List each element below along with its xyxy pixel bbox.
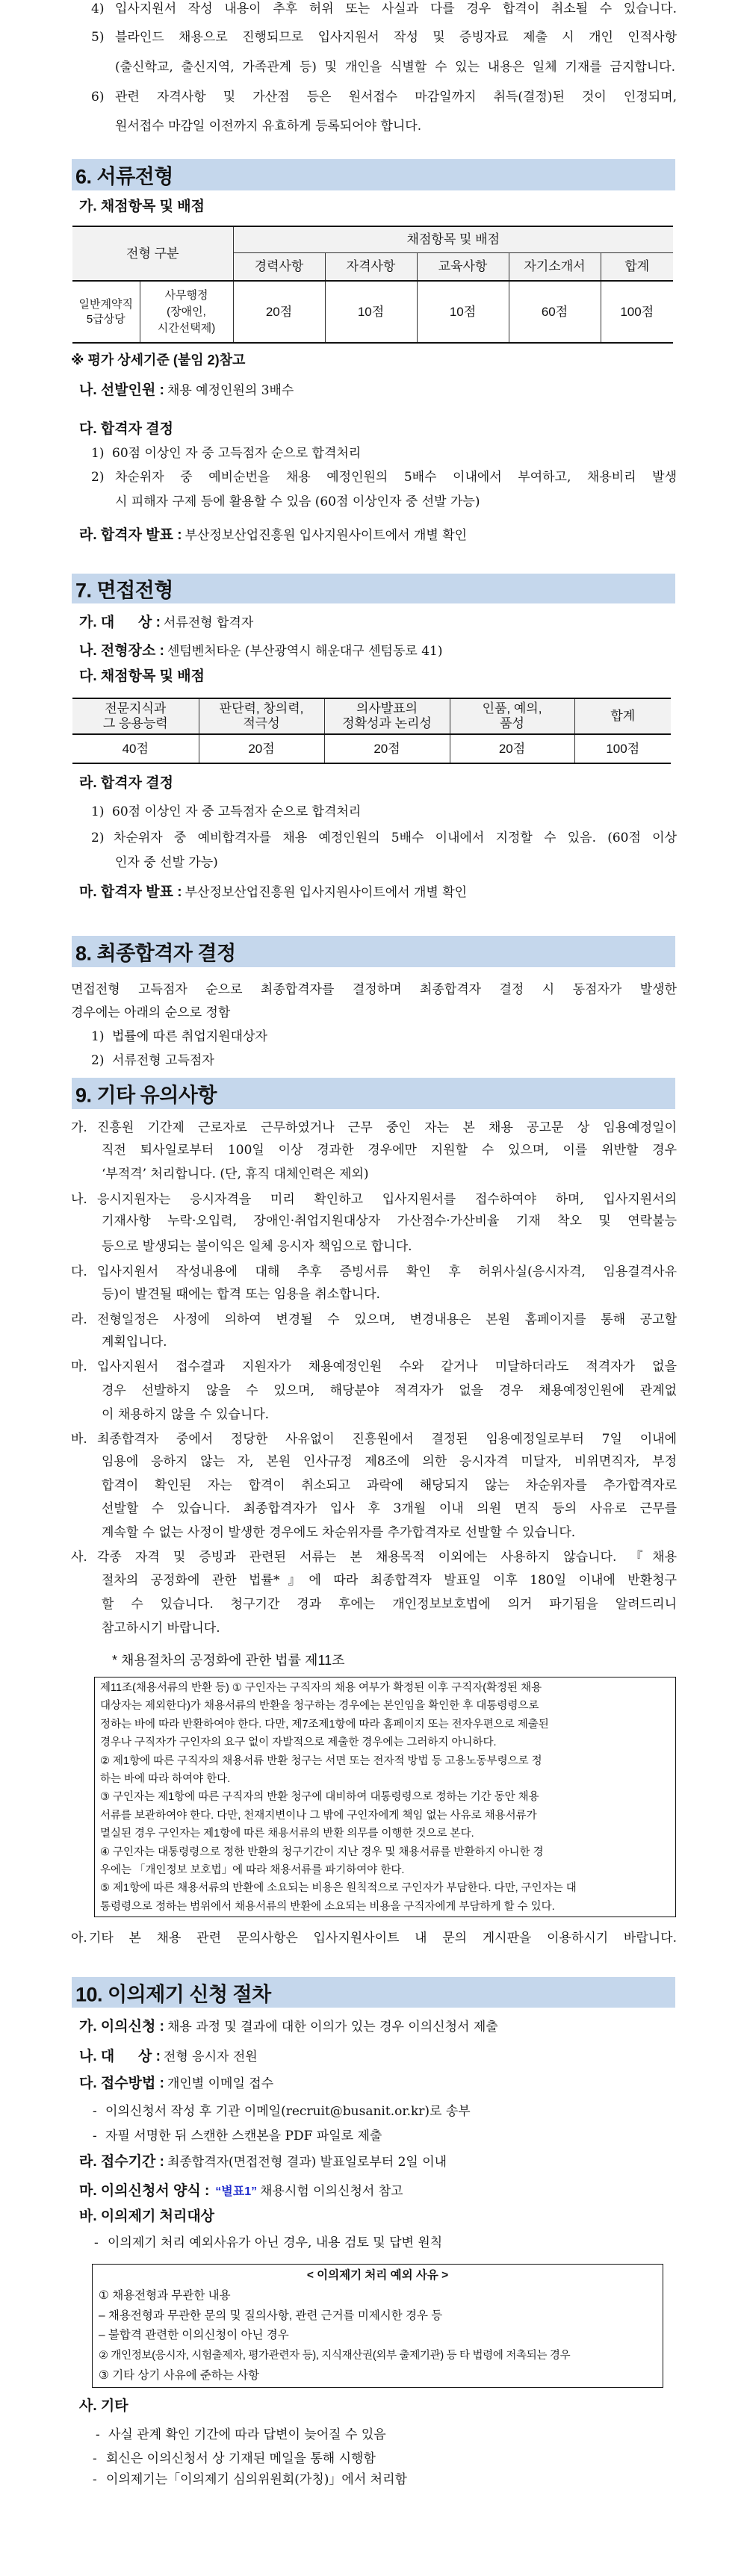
item-text: 이의신청서 작성 후 기관 이메일(recruit@busanit.or.kr)로 송부 bbox=[105, 2104, 471, 2119]
item-number: 1) bbox=[91, 1029, 105, 1044]
label: 라. 합격자 발표 : bbox=[79, 527, 182, 543]
table-cell: 20점 bbox=[324, 734, 450, 763]
label: 라. 접수기간 : bbox=[79, 2154, 164, 2170]
form-reference-link[interactable]: “별표1” bbox=[215, 2185, 258, 2198]
section-title: 7. 면접전형 bbox=[75, 579, 173, 602]
interview-score-table bbox=[72, 698, 671, 764]
item-text: 이의제기 처리 예외사유가 아닌 경우, 내용 검토 및 답변 원칙 bbox=[108, 2235, 443, 2250]
table-cell: 20점 bbox=[233, 281, 325, 343]
value: 부산정보산업진흥원 입사지원사이트에서 개별 확인 bbox=[185, 528, 468, 543]
cell-line: 그 응용능력 bbox=[102, 716, 168, 730]
law-text-line: ② 제1항에 따른 구직자의 채용서류 반환 청구는 서면 또는 전자적 방법 등 고용노동부령으로 정 bbox=[100, 1754, 542, 1767]
table-header bbox=[324, 698, 450, 734]
table-header: 합계 bbox=[601, 252, 673, 281]
table-cell: 10점 bbox=[417, 281, 509, 343]
table-row bbox=[72, 281, 673, 343]
label: 가. 대 상 : bbox=[79, 615, 161, 630]
table-cell: 40점 bbox=[72, 734, 199, 763]
objection-application bbox=[79, 2019, 498, 2035]
section-title: 8. 최종합격자 결정 bbox=[75, 942, 236, 965]
item-text: 입사지원서 작성 내용이 추후 허위 또는 사실과 다를 경우 합격이 취소될 수 있습니다. bbox=[115, 1, 677, 16]
cell-line: 판단력, 창의력, bbox=[219, 701, 304, 716]
item-text: 응시지원자는 응시자격을 미리 확인하고 입사지원서를 접수하여야 하며, 입사지원서의 bbox=[97, 1192, 677, 1207]
item-text: 입사지원서 작성내용에 대해 추후 증빙서류 확인 후 허위사실(응시자격, 임용결격사유 bbox=[97, 1264, 677, 1279]
item-text: 임용에 응하지 않는 자, 본원 인사규정 제8조에 의한 응시자격 미달자, 비위면직자, 부정 bbox=[102, 1454, 677, 1469]
subheading: 라. 합격자 결정 bbox=[79, 775, 173, 791]
item-text: 절차의 공정화에 관한 법률*』에 따라 최종합격자 발표일 이후 180일 이내에 반환청구 bbox=[102, 1573, 677, 1588]
item-label: 아. bbox=[71, 1931, 87, 1946]
application-form bbox=[79, 2182, 403, 2200]
dash: - bbox=[93, 2472, 97, 2487]
item-text: 법률에 따른 취업지원대상자 bbox=[112, 1029, 267, 1044]
item-text: 입사지원서 접수결과 지원자가 채용예정인원 수와 같거나 미달하더라도 적격자가 없을 bbox=[97, 1359, 677, 1374]
label: 나. 선발인원 : bbox=[79, 382, 164, 398]
law-text-line: 경우나 구직자가 구인자의 요구 없이 자발적으로 제출한 경우에는 그러하지 아니하다. bbox=[100, 1737, 497, 1749]
note: ※ 평가 상세기준 (붙임 2)참고 bbox=[71, 353, 246, 367]
exception-line: – 채용전형과 무관한 문의 및 질의사항, 관련 근거를 미제시한 경우 등 bbox=[99, 2309, 443, 2322]
table-header-span: 채점항목 및 배점 bbox=[233, 226, 673, 252]
item-text: 각종 자격 및 증빙과 관련된 서류는 본 채용목적 이외에는 사용하지 않습니다. 『채용 bbox=[97, 1550, 677, 1565]
cell-line: 의사발표의 bbox=[356, 701, 418, 716]
item-text: 계획입니다. bbox=[102, 1335, 167, 1350]
section-title: 6. 서류전형 bbox=[75, 165, 173, 188]
label: 가. 이의신청 : bbox=[79, 2019, 164, 2035]
selection-count bbox=[79, 382, 294, 399]
table-header bbox=[72, 698, 199, 734]
law-text-line: ④ 구인자는 대통령령으로 정한 반환의 청구기간이 지난 경우 및 채용서류를 반환하지 아니한 경 bbox=[100, 1846, 544, 1858]
item-number: 6) bbox=[91, 90, 105, 105]
item-text: 진흥원 기간제 근로자로 근무하였거나 근무 중인 자는 본 채용 공고문 상 임용예정일이 bbox=[97, 1120, 677, 1135]
dash: - bbox=[94, 2235, 99, 2250]
exception-line: – 불합격 관련한 이의신청이 아닌 경우 bbox=[99, 2329, 289, 2342]
item-number: 2) bbox=[91, 470, 105, 485]
value: 채용시험 이의신청서 참고 bbox=[260, 2184, 403, 2199]
item-text: 인자 중 선발 가능) bbox=[115, 855, 218, 870]
table-cell: 60점 bbox=[509, 281, 601, 343]
section-header-8 bbox=[72, 936, 675, 967]
value: 개인별 이메일 접수 bbox=[167, 2076, 274, 2091]
section-header-6 bbox=[72, 159, 675, 190]
cell-line: 사무행정 bbox=[164, 288, 208, 302]
item-text: (출신학교, 출신지역, 가족관계 등) 및 개인을 식별할 수 있는 내용은 일체 기재를 금지합니다. bbox=[115, 60, 675, 75]
table-header bbox=[199, 698, 324, 734]
table-cell: 10점 bbox=[325, 281, 417, 343]
item-text: 차순위자 중 예비순번을 채용 예정인원의 5배수 이내에서 부여하고, 채용비리 발생 bbox=[115, 470, 677, 485]
law-text-line: 정하는 바에 따라 반환하여야 한다. 다만, 제7조제1항에 따라 홈페이지 또는 전자우편으로 제출된 bbox=[100, 1718, 549, 1731]
item-number: 2) bbox=[91, 1053, 105, 1068]
item-text: 기타 본 채용 관련 문의사항은 입사지원사이트 내 문의 게시판을 이용하시기 바랍니다. bbox=[89, 1931, 677, 1946]
item-text: 전형일정은 사정에 의하여 변경될 수 있으며, 변경내용은 본원 홈페이지를 통해 공고할 bbox=[97, 1312, 677, 1327]
table-cell: 20점 bbox=[450, 734, 574, 763]
table-cell: 100점 bbox=[601, 281, 673, 343]
table-header: 자격사항 bbox=[325, 252, 417, 281]
law-text-line: 통령령으로 정하는 범위에서 채용서류의 반환에 소요되는 비용을 구직자에게 부담하게 할 수 있다. bbox=[100, 1900, 555, 1913]
announcement bbox=[79, 884, 467, 901]
section-title: 9. 기타 유의사항 bbox=[75, 1084, 217, 1107]
item-text: 최종합격자 중에서 정당한 사유없이 진흥원에서 결정된 임용예정일로부터 7일 이내에 bbox=[97, 1432, 677, 1447]
table-header: 경력사항 bbox=[233, 252, 325, 281]
item-text: 이의제기는「이의제기 심의위원회(가칭)」에서 처리함 bbox=[106, 2472, 407, 2487]
value: 서류전형 합격자 bbox=[163, 615, 254, 630]
section-header-10 bbox=[72, 1977, 675, 2008]
item-text: 선발할 수 있습니다. 최종합격자가 입사 후 3개월 이내 의원 면직 등의 사유로 근무를 bbox=[102, 1501, 677, 1516]
label: 마. 합격자 발표 : bbox=[79, 884, 182, 900]
target bbox=[79, 615, 253, 631]
item-text: 경우 선발하지 않을 수 있으며, 해당분야 적격자가 없을 경우 채용예정인원에 관계없 bbox=[102, 1383, 677, 1398]
cell-line: (장애인, bbox=[167, 305, 206, 318]
item-text: 등으로 발생되는 불이익은 일체 응시자 책임으로 합니다. bbox=[102, 1239, 412, 1254]
item-text: 서류전형 고득점자 bbox=[112, 1053, 214, 1068]
submission-method bbox=[79, 2076, 273, 2092]
table-header: 교육사항 bbox=[417, 252, 509, 281]
table-cell bbox=[140, 281, 233, 343]
item-text: ‘부적격’ 처리합니다. (단, 휴직 대체인력은 제외) bbox=[102, 1167, 369, 1182]
law-text-line: 멸실된 경우 구인자는 제1항에 따른 채용서류의 반환 의무를 이행한 것으로 본다. bbox=[100, 1828, 474, 1840]
item-number: 2) bbox=[91, 831, 105, 845]
exception-line: ③ 기타 상기 사유에 준하는 사항 bbox=[99, 2368, 260, 2382]
dash: - bbox=[93, 2104, 97, 2119]
item-text: 등)이 발견될 때에는 합격 또는 임용을 취소합니다. bbox=[102, 1287, 380, 1302]
item-text: 계속할 수 없는 사정이 발생한 경우에도 차순위자를 추가합격자로 선발할 수 있습니다. bbox=[102, 1525, 576, 1540]
item-text: 60점 이상인 자 중 고득점자 순으로 합격처리 bbox=[112, 446, 362, 461]
section-header-7 bbox=[72, 574, 675, 603]
announcement bbox=[79, 527, 467, 544]
value: 최종합격자(면접전형 결과) 발표일로부터 2일 이내 bbox=[167, 2155, 447, 2170]
law-text-line: 우에는 「개인정보 보호법」에 따라 채용서류를 파기하여야 한다. bbox=[100, 1864, 405, 1877]
item-text: 참고하시기 바랍니다. bbox=[102, 1621, 220, 1636]
law-text-line: ③ 구인자는 제1항에 따른 구직자의 반환 청구에 대비하여 대통령령으로 정하는 기간 동안 채용 bbox=[100, 1791, 539, 1804]
item-text: 60점 이상인 자 중 고득점자 순으로 합격처리 bbox=[112, 804, 362, 819]
paragraph-line: 경우에는 아래의 순으로 정함 bbox=[71, 1005, 231, 1020]
table-cell: 100점 bbox=[574, 734, 671, 763]
table-header bbox=[450, 698, 574, 734]
submission-period bbox=[79, 2154, 447, 2170]
cell-line: 5급상당 bbox=[86, 312, 125, 326]
item-number: 1) bbox=[91, 804, 105, 819]
item-text: 블라인드 채용으로 진행되므로 입사지원서 작성 및 증빙자료 제출 시 개인 인적사항 bbox=[115, 30, 677, 45]
subheading: 가. 채점항목 및 배점 bbox=[79, 199, 205, 214]
cell-line: 인품, 예의, bbox=[482, 701, 542, 716]
subheading: 다. 합격자 결정 bbox=[79, 421, 173, 437]
item-label: 라. bbox=[71, 1312, 87, 1327]
item-label: 마. bbox=[71, 1359, 87, 1374]
label: 나. 전형장소 : bbox=[79, 643, 164, 659]
item-label: 바. bbox=[71, 1432, 87, 1447]
item-text: 회신은 이의신청서 상 기재된 메일을 통해 시행함 bbox=[106, 2451, 376, 2466]
exceptions-title: < 이의제기 처리 예외 사유 > bbox=[306, 2269, 449, 2282]
paragraph-line: 면접전형 고득점자 순으로 최종합격자를 결정하며 최종합격자 결정 시 동점자가 발생한 bbox=[71, 982, 677, 997]
item-text: 할 수 있습니다. 청구기간 경과 후에는 개인정보보호법에 의거 파기됨을 알려드리니 bbox=[102, 1597, 677, 1612]
cell-line: 시간선택제) bbox=[157, 321, 216, 335]
law-text-box bbox=[94, 1677, 676, 1917]
value: 부산정보산업진흥원 입사지원사이트에서 개별 확인 bbox=[185, 885, 468, 900]
item-label: 사. bbox=[71, 1550, 87, 1565]
value: 채용 예정인원의 3배수 bbox=[167, 383, 294, 398]
table-header-group: 전형 구분 bbox=[72, 226, 233, 281]
label: 나. 대 상 : bbox=[79, 2049, 161, 2064]
item-text: 원서접수 마감일 이전까지 유효하게 등록되어야 합니다. bbox=[115, 119, 422, 134]
table-header: 합계 bbox=[574, 698, 671, 734]
item-number: 4) bbox=[91, 1, 105, 16]
law-text-line: 서류를 보관하여야 한다. 다만, 천재지변이나 그 밖에 구인자에게 책임 없는 사유로 채용서류가 bbox=[100, 1809, 537, 1822]
cell-line: 정확성과 논리성 bbox=[342, 716, 432, 730]
section-title: 10. 이의제기 신청 절차 bbox=[75, 1983, 271, 2005]
law-text-line: 제11조(채용서류의 반환 등) ① 구인자는 구직자의 채용 여부가 확정된 이후 구직자(확정된 채용 bbox=[100, 1682, 542, 1694]
item-label: 가. bbox=[71, 1120, 87, 1135]
document-screening-score-table bbox=[72, 226, 673, 344]
law-text-line: 하는 바에 따라 하여야 한다. bbox=[100, 1773, 231, 1786]
dash: - bbox=[96, 2427, 100, 2442]
exceptions-box bbox=[92, 2264, 663, 2388]
cell-line: 전문지식과 bbox=[105, 701, 167, 716]
label: 다. 접수방법 : bbox=[79, 2076, 164, 2091]
exception-line: ① 채용전형과 무관한 내용 bbox=[99, 2288, 231, 2302]
item-label: 다. bbox=[71, 1264, 87, 1279]
item-number: 1) bbox=[91, 446, 105, 461]
table-cell: 20점 bbox=[199, 734, 324, 763]
table-header: 자기소개서 bbox=[509, 252, 601, 281]
value: 전형 응시자 전원 bbox=[163, 2049, 258, 2064]
dash: - bbox=[93, 2451, 97, 2466]
item-text: 자필 서명한 뒤 스캔한 스캔본을 PDF 파일로 제출 bbox=[105, 2129, 382, 2144]
item-text: 직전 퇴사일로부터 100일 이상 경과한 경우에만 지원할 수 있으며, 이를 위반할 경우 bbox=[102, 1143, 677, 1158]
cell-line: 품성 bbox=[500, 716, 524, 730]
subheading: 바. 이의제기 처리대상 bbox=[79, 2209, 215, 2224]
table-cell bbox=[72, 281, 140, 343]
table-row bbox=[72, 734, 671, 763]
item-text: 기재사항 누락·오입력, 장애인·취업지원대상자 가산점수·가산비율 기재 착오 및 연락불능 bbox=[102, 1214, 677, 1229]
subheading: 사. 기타 bbox=[79, 2398, 128, 2414]
label: 마. 이의신청서 양식 : bbox=[79, 2183, 210, 2199]
dash: - bbox=[93, 2129, 97, 2144]
item-text: 차순위자 중 예비합격자를 채용 예정인원의 5배수 이내에서 지정할 수 있음. (60점 이상 bbox=[114, 831, 677, 845]
item-label: 나. bbox=[71, 1192, 87, 1207]
section-header-9 bbox=[72, 1078, 675, 1109]
item-text: 시 피해자 구제 등에 활용할 수 있음 (60점 이상인자 중 선발 가능) bbox=[115, 494, 480, 509]
value: 채용 과정 및 결과에 대한 이의가 있는 경우 이의신청서 제출 bbox=[167, 2020, 498, 2035]
law-text-line: ⑤ 제1항에 따른 채용서류의 반환에 소요되는 비용은 원칙적으로 구인자가 부담한다. 다만, 구인자는 대 bbox=[100, 1882, 577, 1895]
item-text: 사실 관계 확인 기간에 따라 답변이 늦어질 수 있음 bbox=[108, 2427, 386, 2442]
item-number: 5) bbox=[91, 30, 105, 45]
law-text-line: 대상자는 제외한다)가 채용서류의 반환을 청구하는 경우에는 본인임을 확인한 후 대통령령으로 bbox=[100, 1700, 539, 1713]
item-text: 이 채용하지 않을 수 있습니다. bbox=[102, 1407, 270, 1422]
cell-line: 적극성 bbox=[243, 716, 280, 730]
law-caption: * 채용절차의 공정화에 관한 법률 제11조 bbox=[112, 1653, 345, 1668]
subheading: 다. 채점항목 및 배점 bbox=[79, 668, 205, 684]
cell-line: 일반계약직 bbox=[78, 297, 133, 311]
value: 센텀벤처타운 (부산광역시 해운대구 센텀동로 41) bbox=[167, 644, 443, 659]
venue bbox=[79, 643, 442, 659]
objection-target bbox=[79, 2049, 258, 2065]
item-text: 관련 자격사항 및 가산점 등은 원서접수 마감일까지 취득(결정)된 것이 인정되며, bbox=[115, 90, 677, 105]
item-text: 합격이 확인된 자는 합격이 취소되고 과락에 해당되지 않는 차순위자를 추가합격자로 bbox=[102, 1478, 677, 1493]
exception-line: ② 개인정보(응시자, 시험출제자, 평가관련자 등), 지식재산권(외부 출제기관) 등 타 법령에 저촉되는 경우 bbox=[99, 2350, 571, 2362]
